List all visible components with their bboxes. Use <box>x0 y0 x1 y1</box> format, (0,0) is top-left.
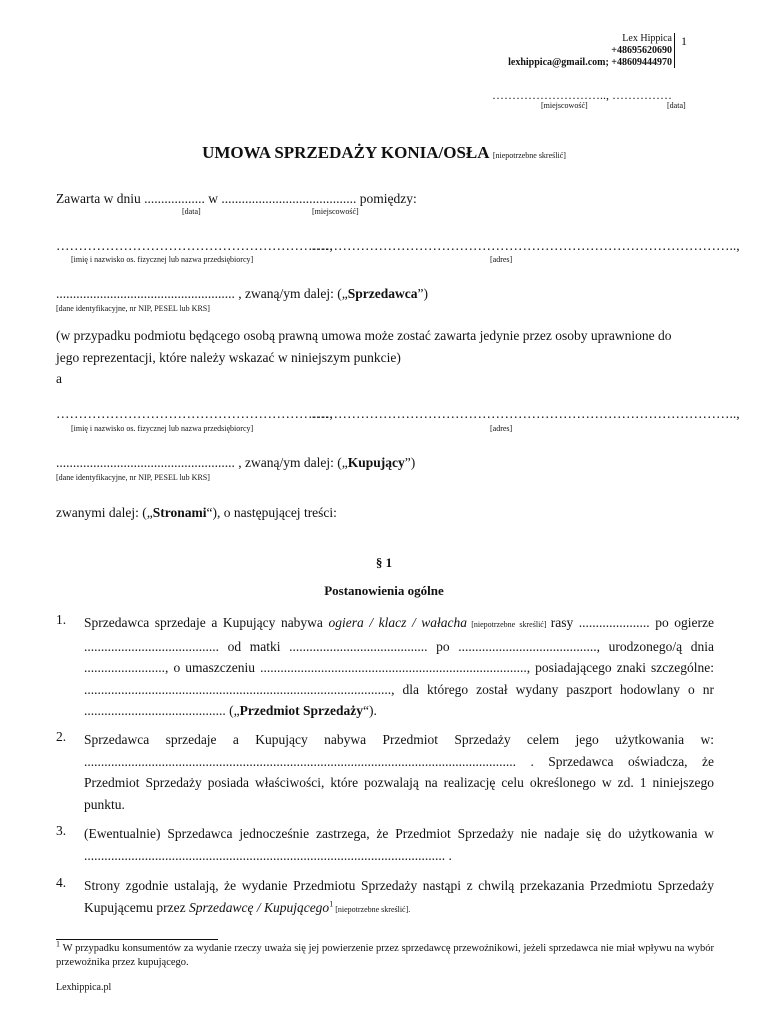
seller-legal-note: (w przypadku podmiotu będącego osobą prawną umowa może zostać zawarta jedynie przez osoby uprawnione do jego reprezentacji, które należy wskazać w niniejszym punkcie) <box>56 328 672 365</box>
seller-address-dots: ………………………………………………………………………………….., <box>311 238 740 253</box>
section-number: § 1 <box>375 555 393 570</box>
header-contact <box>508 33 672 69</box>
item-2-text: Sprzedawca sprzedaje a Kupujący nabywa Przedmiot Sprzedaży celem jego użytkowania w: ................................................................................................................................ . Sprzedawca oświadcza, że Przedmiot Sprzedaży posiada właściwości, które pozwalają na realizację celu określonego w zd. 1 niniejszego punktu. <box>84 732 714 812</box>
seller-name-dots: ……………………………………………………., <box>56 238 333 253</box>
footnote <box>56 939 714 970</box>
item-4-note: [niepotrzebne skreślić]. <box>333 904 411 914</box>
seller-id-dots: ..................................................... , zwaną/ym dalej: („ <box>56 286 348 301</box>
item-1-italic: ogiera / klacz / wałacha <box>328 615 468 630</box>
place-date-dots: ……………………….., …………… <box>492 88 672 102</box>
page-footer: Lexhippica.pl <box>56 982 112 993</box>
item-4-italic: Sprzedawcę / Kupującego <box>188 899 330 915</box>
buyer-address-label: [adres] <box>490 424 513 433</box>
parties-suffix: “), o następującej treści: <box>206 505 337 520</box>
item-1-part1: Sprzedawca sprzedaje a Kupujący nabywa <box>84 615 329 630</box>
title-note: [niepotrzebne skreślić] <box>492 151 566 160</box>
intro-place-label: [miejscowość] <box>312 207 359 216</box>
title-main: UMOWA SPRZEDAŻY KONIA/OSŁA <box>202 143 489 162</box>
header-phone: +48695620690 <box>611 45 672 56</box>
item-1-number: 1. <box>56 612 67 627</box>
header-divider <box>674 33 675 68</box>
seller-address-label: [adres] <box>490 255 513 264</box>
buyer-id-label: [dane identyfikacyjne, nr NIP, PESEL lub KRS] <box>56 473 210 482</box>
item-3-number: 3. <box>56 823 67 838</box>
and-connector: a <box>56 371 62 386</box>
item-1-bold: Przedmiot Sprzedaży <box>239 703 363 718</box>
footnote-mark: 1 <box>56 939 60 949</box>
item-1-text <box>84 612 714 722</box>
place-label: [miejscowość] <box>541 101 588 110</box>
buyer-name-dots: ……………………………………………………., <box>56 406 333 421</box>
footnote-divider <box>56 939 218 940</box>
footnote-text: W przypadku konsumentów za wydanie rzeczy uważa się jej powierzenie przez sprzedawcę przewoźnikowi, jeżeli sprzedawca nie miał wpływu na wybór przewoźnika przez kupującego. <box>56 943 714 968</box>
header-name: Lex Hippica <box>622 33 672 44</box>
seller-id-line <box>56 286 428 302</box>
buyer-role: Kupujący <box>347 455 405 470</box>
buyer-id-dots: ..................................................... , zwaną/ym dalej: („ <box>56 455 348 470</box>
item-1-part2: rasy ..................... po ogierze ........................................ od matki ......................................... po ........................................., urodzonego/ą dnia ........................, o umaszczeniu ..............................................................................., posiadającego znaki szczególne: ..........................................................................................., dla którego został wydany paszport hodowlany o nr .......................................... („ <box>84 615 715 718</box>
parties-word: Stronami <box>152 505 207 520</box>
seller-name-label: [imię i nazwisko os. fizycznej lub nazwa przedsiębiorcy] <box>71 255 254 264</box>
document-title <box>0 143 768 163</box>
item-3-text: (Ewentualnie) Sprzedawca jednocześnie zastrzega, że Przedmiot Sprzedaży nie nadaje się do użytkowania w ........................................................................................................... . <box>84 826 714 863</box>
item-4-part1: Strony zgodnie ustalają, że wydanie Przedmiotu Sprzedaży nastąpi z chwilą przekazania Przedmiotu Sprzedaży Kupującemu przez <box>84 878 714 915</box>
item-1-part3: “). <box>362 703 377 718</box>
seller-role-close: ”) <box>417 286 428 301</box>
section-heading: Postanowienia ogólne <box>324 583 444 598</box>
item-4-text <box>84 875 714 920</box>
seller-role: Sprzedawca <box>347 286 418 301</box>
item-4-footnote-ref: 1 <box>329 899 334 908</box>
item-1-note: [niepotrzebne skreślić] <box>467 620 551 629</box>
intro-line: Zawarta w dniu .................. w ........................................ pomiędzy: <box>56 191 417 206</box>
item-4-number: 4. <box>56 875 67 890</box>
header-contact-line: lexhippica@gmail.com; +48609444970 <box>508 57 672 68</box>
parties-line <box>56 505 337 521</box>
seller-id-label: [dane identyfikacyjne, nr NIP, PESEL lub KRS] <box>56 304 210 313</box>
buyer-id-line <box>56 455 415 471</box>
page-number: 1 <box>681 34 687 48</box>
buyer-name-label: [imię i nazwisko os. fizycznej lub nazwa przedsiębiorcy] <box>71 424 254 433</box>
parties-prefix: zwanymi dalej: („ <box>56 505 153 520</box>
buyer-address-dots: ………………………………………………………………………………….., <box>311 406 740 421</box>
buyer-role-close: ”) <box>404 455 416 470</box>
date-label: [data] <box>667 101 686 110</box>
intro-date-label: [data] <box>182 207 201 216</box>
item-2-number: 2. <box>56 729 67 744</box>
